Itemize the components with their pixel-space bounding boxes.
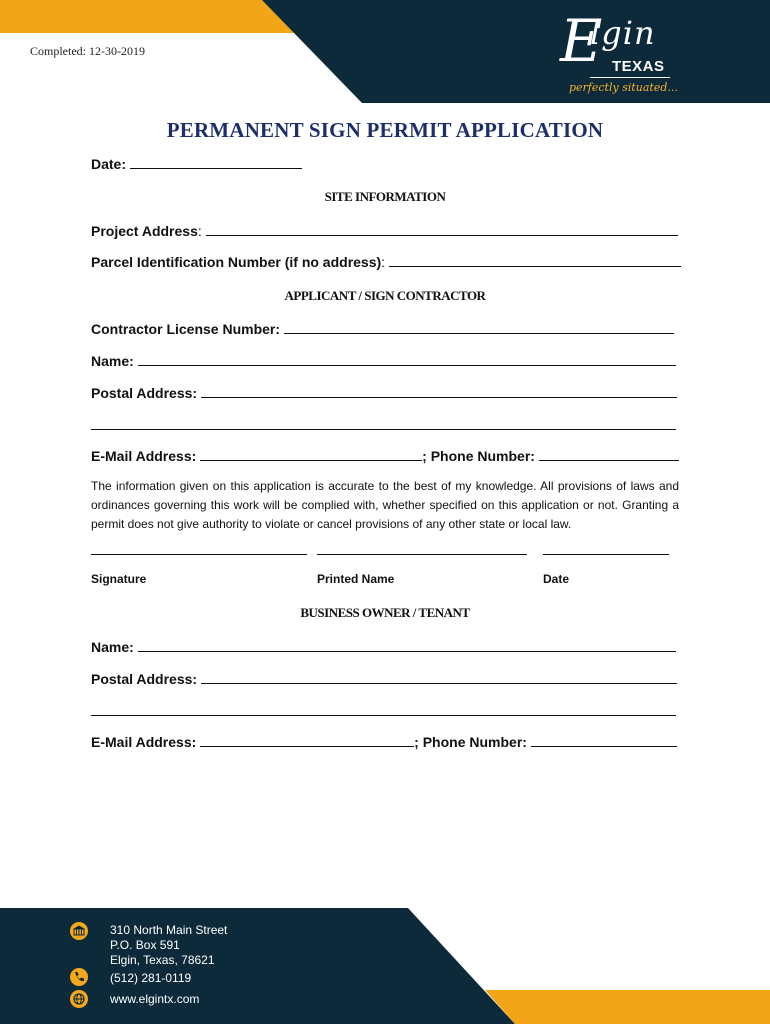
signature-label: Signature [91,572,147,586]
owner-postal-address-line2[interactable] [91,702,676,719]
footer-phone[interactable]: (512) 281-0119 [110,971,192,985]
header-navy-band [262,0,770,103]
footer-gold-band [485,990,770,1024]
page-title: PERMANENT SIGN PERMIT APPLICATION [166,118,604,142]
business-owner-heading: BUSINESS OWNER / TENANT [300,605,470,620]
printed-name-label: Printed Name [317,572,395,586]
applicant-email-phone-field[interactable]: E-Mail Address: ; Phone Number: [91,447,679,464]
parcel-id-field[interactable]: Parcel Identification Number (if no address): [91,253,681,270]
applicant-heading: APPLICANT / SIGN CONTRACTOR [284,288,486,303]
footer-website-link[interactable]: www.elgintx.com [110,992,200,1006]
footer-city: Elgin, Texas, 78621 [110,953,215,967]
applicant-postal-address-field[interactable]: Postal Address: [91,384,677,401]
printed-name-line[interactable] [317,554,527,555]
site-information-heading: SITE INFORMATION [324,189,446,204]
date-field[interactable]: Date: [91,155,302,172]
completed-date: Completed: 12-30-2019 [30,44,145,58]
contractor-license-field[interactable]: Contractor License Number: [91,320,674,337]
project-address-field[interactable]: Project Address: [91,222,678,239]
elgin-texas-logo: E lgin TEXAS perfectly situated... [560,7,678,94]
applicant-name-field[interactable]: Name: [91,352,676,369]
footer-street: 310 North Main Street [110,923,228,937]
signature-date-line[interactable] [543,554,669,555]
owner-name-field[interactable]: Name: [91,638,676,655]
owner-email-phone-field[interactable]: E-Mail Address: ; Phone Number: [91,733,677,750]
globe-icon [70,990,88,1008]
signature-date-label: Date [543,572,570,586]
logo-tagline: perfectly situated... [569,81,678,94]
phone-icon [70,968,88,986]
footer-po-box: P.O. Box 591 [110,938,180,952]
applicant-postal-address-line2[interactable] [91,416,676,433]
building-icon [70,922,88,940]
accuracy-statement: The information given on this application is accurate to the best of my knowledge. All provisions of laws and ordinances governing this work will be complied with, whether specified on this application or not. Granting a permit does not give authority to violate or cancel provisions of any other state or local law. [91,479,679,531]
owner-postal-address-field[interactable]: Postal Address: [91,670,677,687]
signature-line[interactable] [91,554,307,555]
